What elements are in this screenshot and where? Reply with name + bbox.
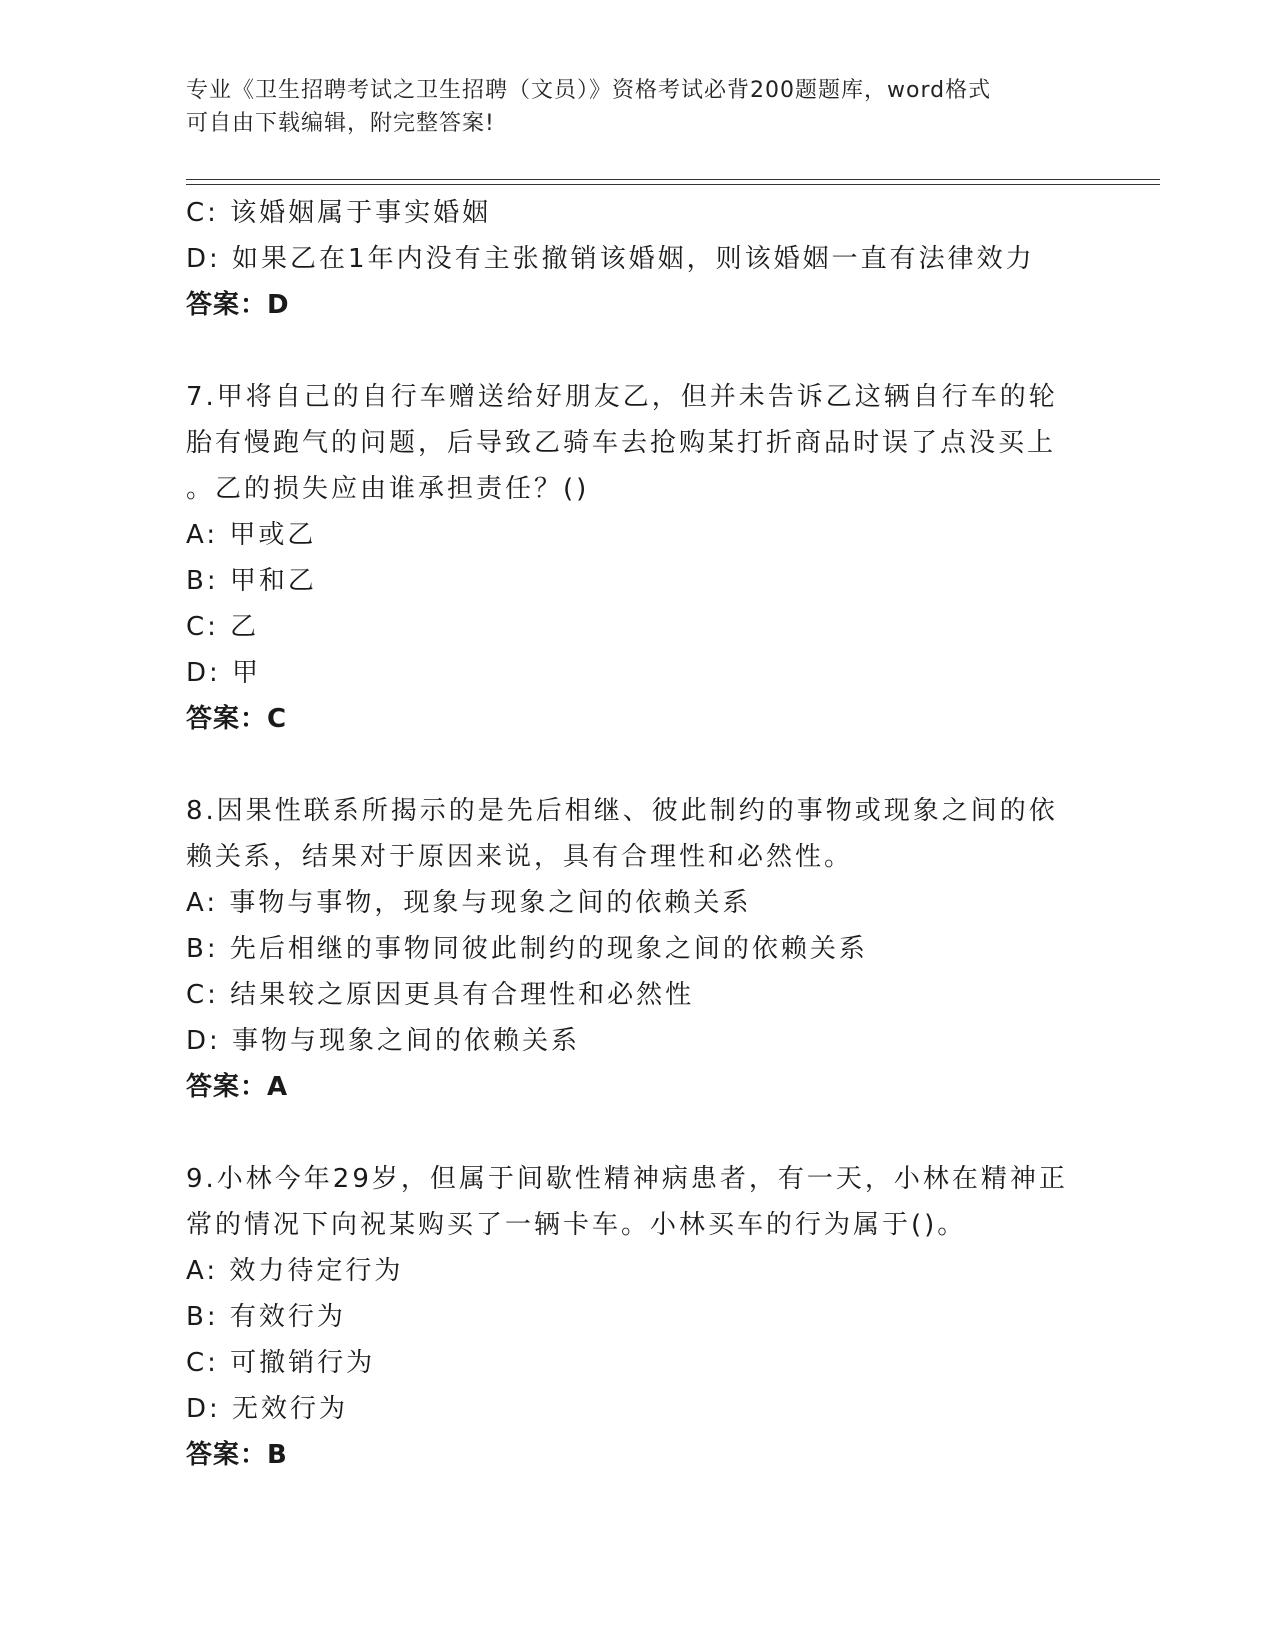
option-d: D: 甲	[186, 658, 262, 688]
question-stem: 赖关系，结果对于原因来说，具有合理性和必然性。	[186, 842, 854, 872]
question-list	[186, 190, 1086, 1478]
answer-line: 答案：C	[186, 704, 288, 734]
header-divider-bottom	[186, 184, 1160, 185]
answer-line: 答案：A	[186, 1072, 289, 1102]
question-stem: 7.甲将自己的自行车赠送给好朋友乙，但并未告诉乙这辆自行车的轮	[186, 382, 1058, 412]
option-c: C: 乙	[186, 612, 260, 642]
option-d: D: 无效行为	[186, 1394, 349, 1424]
option-b: B: 甲和乙	[186, 566, 317, 596]
question-9	[186, 1156, 1086, 1478]
option-b: B: 先后相继的事物同彼此制约的现象之间的依赖关系	[186, 934, 868, 964]
header-title-line-1: 专业《卫生招聘考试之卫生招聘（文员）》资格考试必背200题题库，word格式	[186, 78, 992, 103]
question-stem: 胎有慢跑气的问题，后导致乙骑车去抢购某打折商品时误了点没买上	[186, 428, 1057, 458]
option-c: C: 结果较之原因更具有合理性和必然性	[186, 980, 695, 1010]
question-8	[186, 788, 1086, 1110]
option-c: C: 该婚姻属于事实婚姻	[186, 198, 492, 228]
option-d: D: 事物与现象之间的依赖关系	[186, 1026, 581, 1056]
question-stem: 8.因果性联系所揭示的是先后相继、彼此制约的事物或现象之间的依	[186, 796, 1058, 826]
option-a: A: 甲或乙	[186, 520, 317, 550]
option-a: A: 效力待定行为	[186, 1256, 404, 1286]
question-stem: 。乙的损失应由谁承担责任？()	[186, 474, 590, 504]
question-6-tail	[186, 190, 1086, 328]
option-d: D: 如果乙在1年内没有主张撤销该婚姻，则该婚姻一直有法律效力	[186, 244, 1035, 274]
option-a: A: 事物与事物，现象与现象之间的依赖关系	[186, 888, 752, 918]
option-c: C: 可撤销行为	[186, 1348, 376, 1378]
answer-line: 答案：D	[186, 290, 290, 320]
question-stem: 9.小林今年29岁，但属于间歇性精神病患者，有一天，小林在精神正	[186, 1164, 1068, 1194]
question-stem: 常的情况下向祝某购买了一辆卡车。小林买车的行为属于()。	[186, 1210, 967, 1240]
header-divider-top	[186, 179, 1160, 180]
header-title-line-2: 可自由下载编辑，附完整答案!	[186, 111, 495, 136]
answer-line: 答案：B	[186, 1440, 288, 1470]
option-b: B: 有效行为	[186, 1302, 346, 1332]
page-header	[186, 74, 1086, 140]
question-7	[186, 374, 1086, 742]
